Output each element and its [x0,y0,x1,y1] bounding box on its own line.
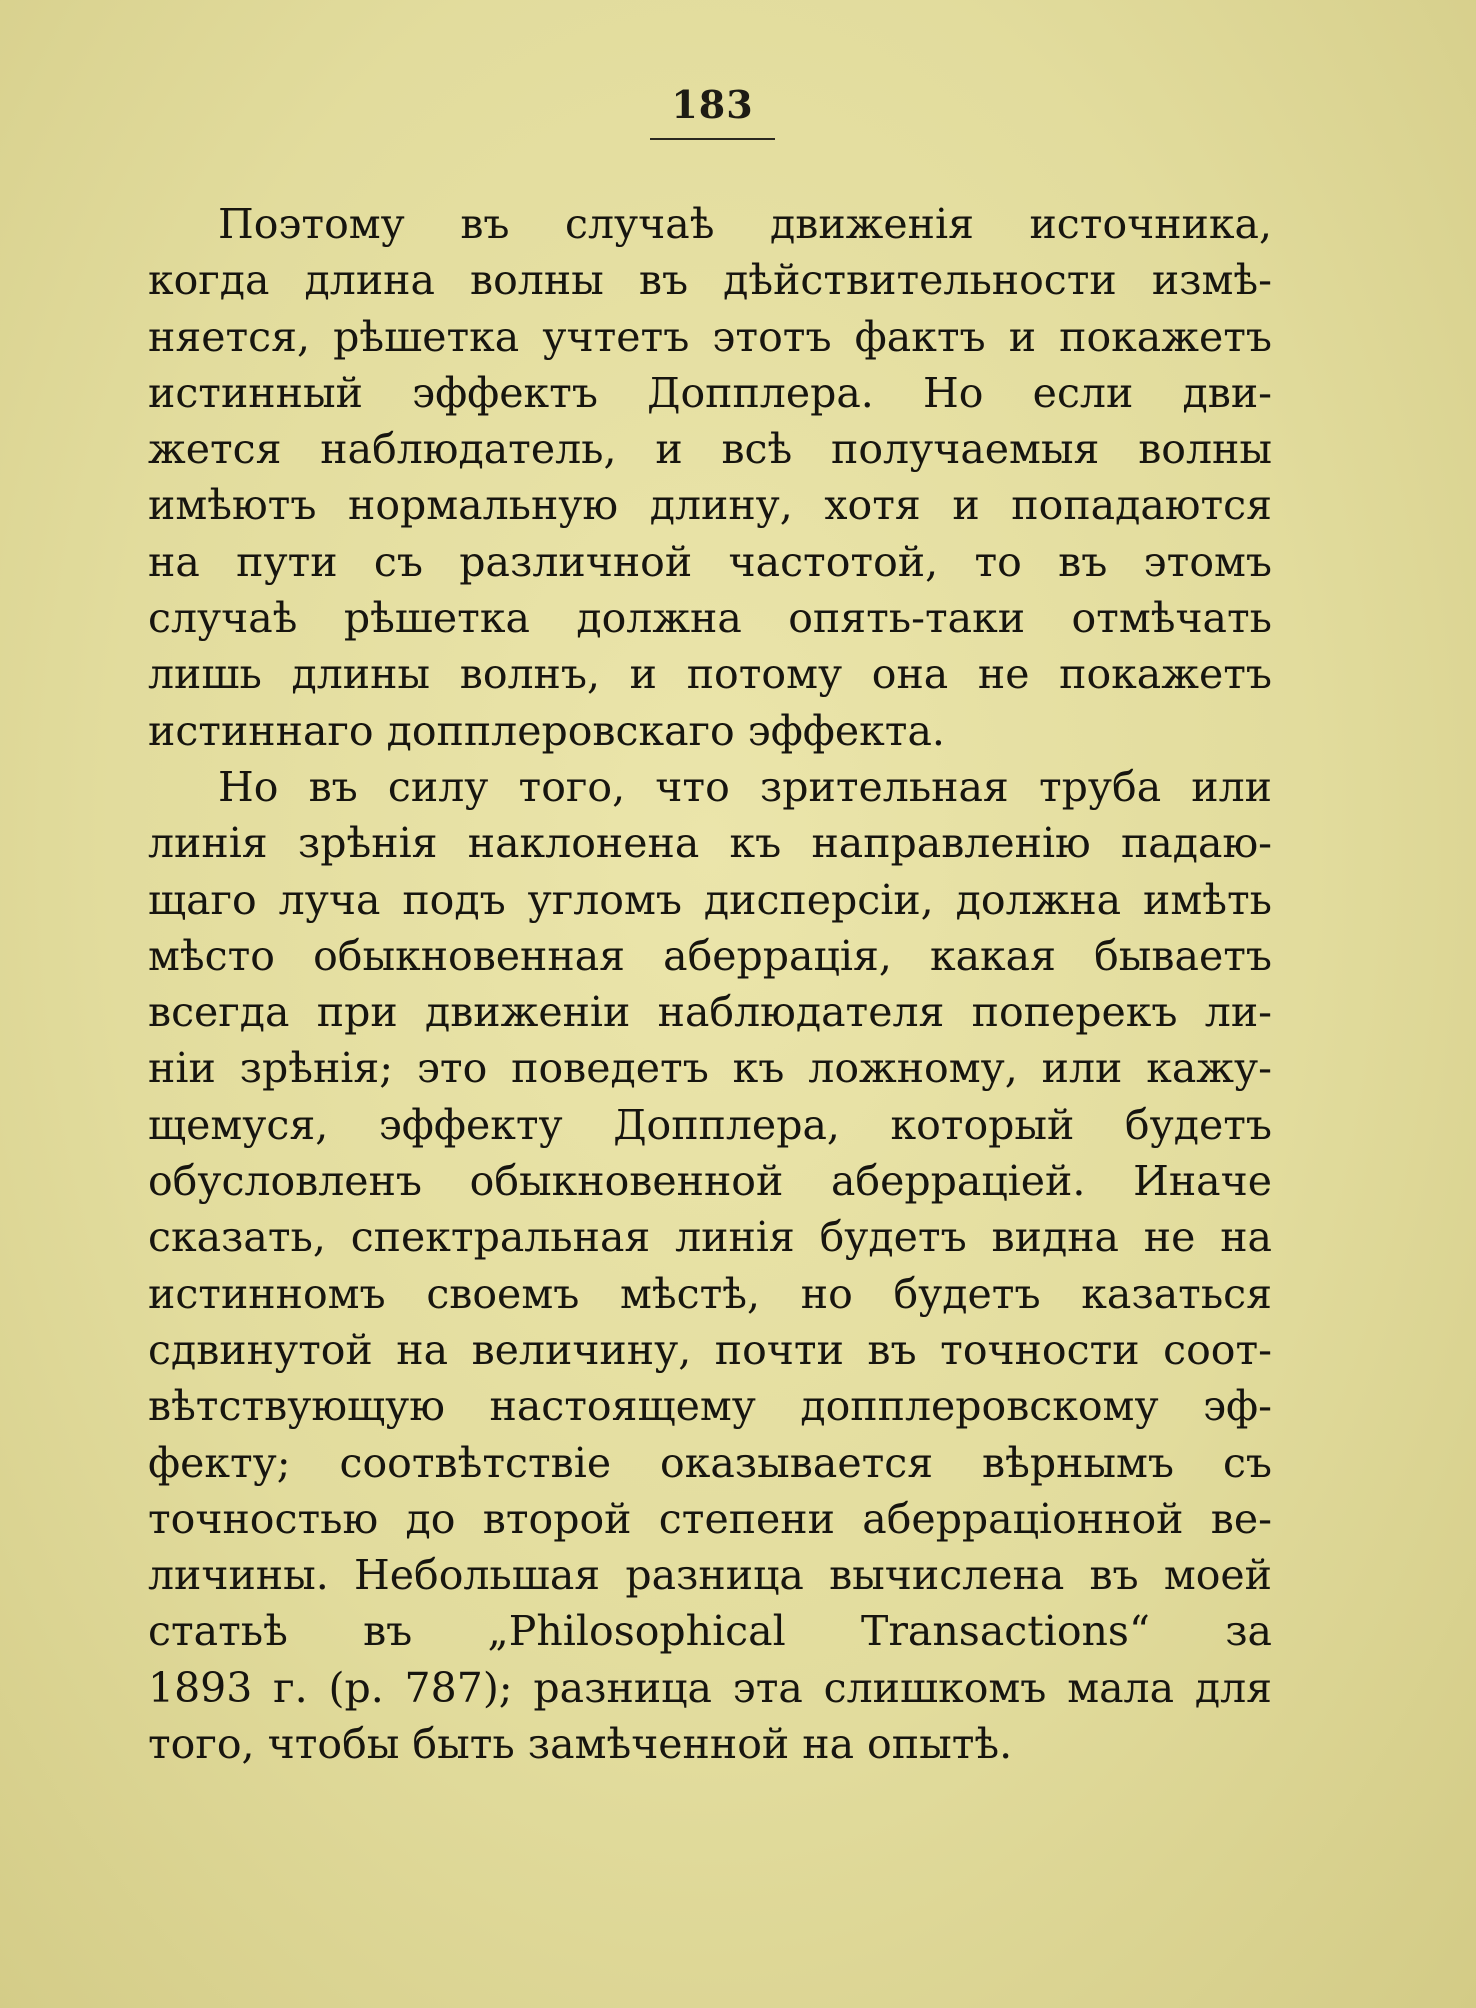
text-line: случаѣ рѣшетка должна опять-таки отмѣчать [148,594,1272,643]
text-line: истиннаго допплеровскаго эффекта. [148,706,945,755]
text-line: няется, рѣшетка учтетъ этотъ фактъ и покажетъ [148,312,1272,361]
body-text [148,196,1272,1772]
text-line: щемуся, эффекту Допплера, который будетъ [148,1100,1272,1149]
text-line: на пути съ различной частотой, то въ этомъ [148,537,1272,586]
text-line: личины. Небольшая разница вычислена въ моей [148,1551,1272,1600]
text-line: вѣтствующую настоящему допплеровскому эф- [148,1382,1272,1431]
text-line: лишь длины волнъ, и потому она не покажетъ [148,650,1272,699]
text-line: когда длина волны въ дѣйствительности измѣ- [148,256,1272,305]
page-number: 183 [671,82,754,127]
text-line: Но въ силу того, что зрительная труба или [218,762,1272,811]
text-line: всегда при движеніи наблюдателя поперекъ ли- [148,988,1272,1037]
text-line: сказать, спектральная линія будетъ видна не на [148,1213,1272,1262]
text-line: обусловленъ обыкновенной аберраціей. Иначе [148,1157,1272,1206]
text-line: ніи зрѣнія; это поведетъ къ ложному, или кажу- [148,1044,1272,1093]
text-line: истинномъ своемъ мѣстѣ, но будетъ казаться [148,1269,1272,1318]
text-line: точностью до второй степени аберраціонной ве- [148,1494,1272,1543]
text-line: 1893 г. (р. 787); разница эта слишкомъ мала для [148,1663,1272,1712]
text-line: фекту; соотвѣтствіе оказывается вѣрнымъ съ [148,1438,1272,1487]
text-line: жется наблюдатель, и всѣ получаемыя волны [148,425,1272,474]
text-line: того, чтобы быть замѣченной на опытѣ. [148,1720,1013,1769]
paragraph-1 [148,196,1272,759]
text-line: сдвинутой на величину, почти въ точности соот- [148,1325,1272,1374]
text-line: Поэтому въ случаѣ движенія источника, [218,200,1272,248]
text-line: статьѣ въ „Philosophical Transactions“ за [148,1607,1272,1656]
text-line: мѣсто обыкновенная аберрація, какая бываетъ [148,931,1272,980]
text-line: линія зрѣнія наклонена къ направленію падаю- [148,819,1272,868]
text-line: истинный эффектъ Допплера. Но если дви- [148,368,1272,417]
text-line: щаго луча подъ угломъ дисперсіи, должна имѣть [148,875,1272,924]
paragraph-2 [148,759,1272,1772]
page-number-rule [650,138,775,140]
text-line: имѣютъ нормальную длину, хотя и попадаются [148,481,1272,530]
